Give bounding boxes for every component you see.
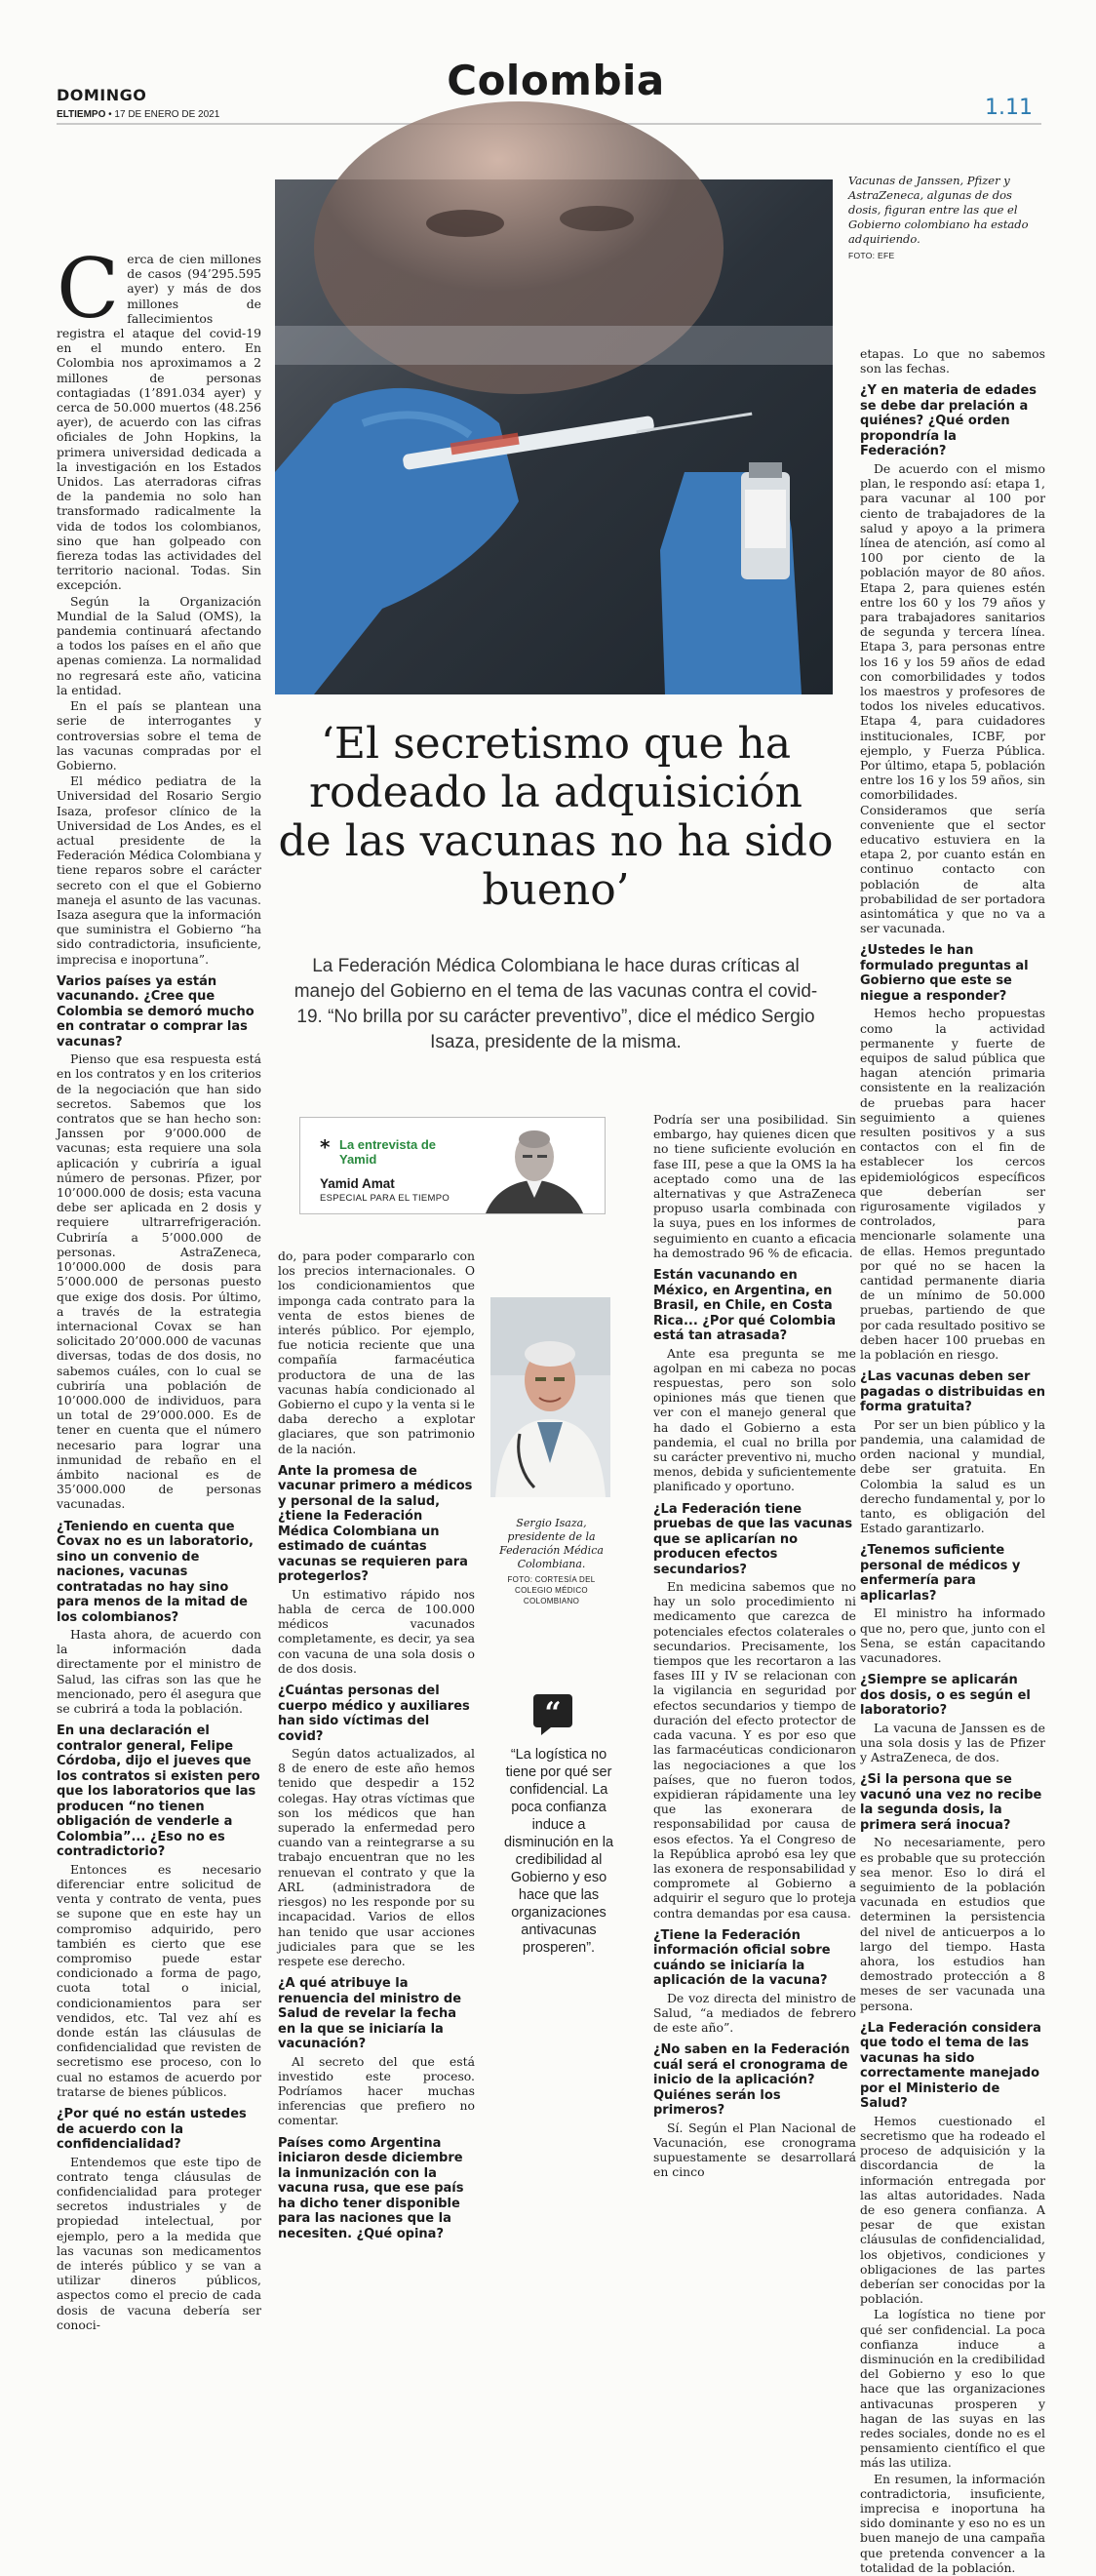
headline: ‘El secretismo que ha rodeado la adquisición de las vacunas no ha sido bueno’ xyxy=(278,719,834,915)
question: ¿No saben en la Federación cuál será el cronograma de inicio de la aplicación? Quiénes serán los primeros? xyxy=(653,2042,850,2119)
interviewer-box xyxy=(299,1117,606,1214)
question: ¿Ustedes le han formulado preguntas al Gobierno que este se niegue a responder? xyxy=(860,943,1029,1004)
interviewer-portrait xyxy=(466,1120,603,1213)
question: ¿A qué atribuye la renuencia del ministro de Salud de revelar la fecha en la que se iniciaría la vacunación? xyxy=(278,1976,462,2052)
question: ¿Teniendo en cuenta que Covax no es un laboratorio, sino un convenio de naciones, vacunas contratadas no hay sino para menos de la mitad de los colombianos? xyxy=(57,1519,254,1625)
article-column-1 xyxy=(57,241,261,2333)
answer: Por ser un bien público y la pandemia, una calamidad de orden nacional y mundial, debe ser gratuita. En Colombia la salud es un derecho fundamental y, por lo tanto, es obligación del Estado garantizarlo. xyxy=(860,1416,1045,1536)
quote-icon xyxy=(531,1692,574,1735)
answer: La logística no tiene por qué ser confidencial. La poca confianza induce a disminución en la credibilidad del Gobierno y eso lo que hace que las organizaciones antivacunas prosperen y hagan de las suyas en las redes sociales, donde no es el pensamiento científico el que más las utiliza. xyxy=(860,2307,1045,2471)
question: ¿Por qué no están ustedes de acuerdo con la confidencialidad? xyxy=(57,2107,247,2153)
question: ¿Tiene la Federación información oficial sobre cuándo se iniciaría la aplicación de la vacuna? xyxy=(653,1927,831,1989)
answer: Según datos actualizados, al 8 de enero de este año hemos tenido que despedir a 152 colegas. Hay otras víctimas que son los médicos que han superado la enfermedad pero cuando van a reintegrarse a su trabajo encuentran que no les renuevan el contrato y que la ARL (administradora de riesgos) no les responde por su incapacidad. Varios de ellos han tenido que usar acciones judiciales para que se les respete ese derecho. xyxy=(278,1746,475,1968)
question: Varios países ya están vacunando. ¿Cree que Colombia se demoró mucho en contratar o comprar las vacunas? xyxy=(57,973,254,1050)
question: ¿Las vacunas deben ser pagadas o distribuidas en forma gratuita? xyxy=(860,1369,1045,1415)
drop-cap: C xyxy=(57,241,120,337)
answer: De voz directa del ministro de Salud, “a mediados de febrero de este año”. xyxy=(653,1990,856,2036)
svg-text:“: “ xyxy=(544,1696,562,1730)
article-column-3 xyxy=(653,1112,856,2181)
question: ¿Si la persona que se vacunó una vez no recibe la segunda dosis, la primera será inocua? xyxy=(860,1772,1042,1833)
photo-caption-text: Vacunas de Janssen, Pfizer y AstraZeneca, algunas de dos dosis, figuran entre las que el Gobierno colombiano ha estado adquiriendo. xyxy=(848,174,1029,246)
answer: El ministro ha informado que no, pero que, junto con el Sena, se están capacitando vacunadores. xyxy=(860,1605,1045,1666)
answer: etapas. Lo que no sabemos son las fechas. xyxy=(860,346,1045,376)
paragraph: Según la Organización Mundial de la Salud (OMS), la pandemia continuará afectando a todos los países en el año que apenas comienza. La normalidad no regresará este año, vaticina la entidad. xyxy=(57,593,261,697)
question: Países como Argentina iniciaron desde diciembre la inmunización con la vacuna rusa, que ese país ha dicho tener disponible para las naciones que la necesiten. ¿Qué opina? xyxy=(278,2135,464,2241)
article-column-2 xyxy=(278,1248,475,2243)
answer: Al secreto del que está investido este proceso. Podríamos hacer muchas inferencias que prefiero no comentar. xyxy=(278,2053,475,2128)
question: Están vacunando en México, en Argentina, en Brasil, en Chile, en Costa Rica... ¿Por qué Colombia está tan atrasada? xyxy=(653,1268,837,1344)
isaza-portrait xyxy=(490,1297,610,1497)
answer: Entonces es necesario diferenciar entre solicitud de venta y contrato de venta, pues se supone que en este hay un compromiso adquirido, pero también es cierto que ese compromiso puede estar condicionado a forma de pago, cuota total o inicial, condicionamientos para ser vendidos, etc. Tal vez ahí es donde están las cláusulas de confidencialidad que revisten de secretismo ese proceso, con lo cual no estamos de acuerdo por tratarse de bienes públicos. xyxy=(57,1861,261,2099)
answer: Ante esa pregunta se me agolpan en mi cabeza no pocas respuestas, pero son solo opiniones más que tienen que ver con el manejo general que ha dado el Gobierno a esta pandemia, el cual no brilla por su carácter preventivo ni, mucho menos, debida y suficientemente planificado y oportuno. xyxy=(653,1345,856,1494)
deck: La Federación Médica Colombiana le hace duras críticas al manejo del Gobierno en el tema de las vacunas contra el covid-19. “No brilla por su carácter preventivo”, dice el médico Sergio Isaza, presidente de la misma. xyxy=(294,956,818,1052)
photo-caption xyxy=(848,174,1043,263)
answer: Pienso que esa respuesta está en los contratos y en los criterios de la negociación que han sido secretos. Sabemos que los contratos que se han hecho son: Janssen por 9’000.000 de vacunas; esta requiere una sola aplicación y cubriría a igual número de personas. Pfizer, por 10’000.000 de dosis; esta vacuna debe ser aplicada en 2 dosis y requiere ultrarrefrigeración. Cubriría a 5’000.000 de personas. AstraZeneca, 10’000.000 de dosis para 5’000.000 de personas puesto que exige dos dosis. Por último, a través de la estrategia internacional Covax se han solicitado 20’000.000 de vacunas diversas, todas de dos dosis, no sabemos cuáles, con lo cual se cubriría una población de 10’000.000 de individuos, para un total de 29’000.000. Es de tener en cuenta que el número necesario para lograr una inmunidad de rebaño en el ámbito nacional es de 35’000.000 de personas vacunadas. xyxy=(57,1051,261,1512)
answer: Hemos hecho propuestas como la actividad permanente y fuerte de equipos de salud pública que hagan atención primaria consistente en la realización de pruebas para hacer seguimiento a quienes resulten positivos y a sus contactos con el fin de establecer los cercos epidemiológicos específicos que deberían ser rigurosamente vigilados y controlados, para mencionarle solamente una de ellas. Hemos preguntado por qué no se hacen la cantidad permanente diaria de un mínimo de 50.000 pruebas, partiendo de que por cada resultado positivo se deben hacer 100 pruebas en la población en riesgo. xyxy=(860,1006,1045,1363)
answer: Hasta ahora, de acuerdo con la información dada directamente por el ministro de Salud, las cifras son las que he mencionado, pero él asegura que se cubrirá a toda la población. xyxy=(57,1627,261,1717)
question: ¿Cuántas personas del cuerpo médico y auxiliares han sido víctimas del covid? xyxy=(278,1684,470,1744)
vaccine-photo xyxy=(275,179,833,694)
photo-credit: FOTO: EFE xyxy=(848,251,895,260)
answer: En medicina sabemos que no hay un solo procedimiento ni medicamento que carezca de potenciales efectos colaterales o secundarios. Precisamente, los tiempos que les recortaron a las fases III y IV se relacionan con la vigilancia en seguridad por efectos secundarios y tiempo de duración del efecto protector de cada vacuna. Y es por eso que las farmacéuticas condicionaron las negociaciones a que los países, que no fueron todos, expidieran rápidamente una ley que las exonerara de responsabilidad por causa de esos efectos. Ya el Congreso de la República aprobó esa ley que las exonera de responsabilidad y compromete al Gobierno a adquirir el seguro que lo proteja contra demandas por esa causa. xyxy=(653,1579,856,1921)
question: ¿La Federación tiene pruebas de que las vacunas que se aplicarían no producen efectos secundarios? xyxy=(653,1501,853,1577)
answer: La vacuna de Janssen es de una sola dosis y las de Pfizer y AstraZeneca, de dos. xyxy=(860,1720,1045,1765)
page-number: 1.11 xyxy=(985,96,1033,120)
paragraph: En el país se plantean una serie de interrogantes y controversias sobre el tema de las vacunas compradas por el Gobierno. xyxy=(57,698,261,773)
dateline xyxy=(57,109,219,120)
asterisk-icon: * xyxy=(320,1135,331,1159)
faint-background-text xyxy=(283,1068,624,1097)
section-title: Colombia xyxy=(447,57,665,104)
isaza-caption-text: Sergio Isaza, presidente de la Federación Médica Colombiana. xyxy=(499,1517,604,1570)
paragraph: erca de cien millones de casos (94’295.595 ayer) y más de dos millones de fallecimientos registra el ataque del covid-19 en el mundo entero. En Colombia nos aproximamos a 2 millones de personas contagiadas (1’891.034 ayer) y cerca de 50.000 muertos (48.256 ayer), de acuerdo con las cifras oficiales de John Hopkins, la primera universidad dedicada a la investigación en los Estados Unidos. Las aterradoras cifras de la pandemia no solo han transformado radicalmente la vida de todos los colombianos, sino que han golpeado con fiereza todas las actividades del territorio nacional. Todas. Sin excepción. xyxy=(57,252,261,593)
interviewer-name: Yamid Amat xyxy=(320,1176,395,1191)
question: ¿Y en materia de edades se debe dar prelación a quiénes? ¿Qué orden propondría la Federación? xyxy=(860,383,1037,459)
isaza-photo-credit: FOTO: CORTESÍA DEL COLEGIO MÉDICO COLOMBIANO xyxy=(507,1575,596,1605)
question: Ante la promesa de vacunar primero a médicos y personal de la salud, ¿tiene la Federación Médica Colombiana un estimado de cuántas vacunas se requieren para protegerlos? xyxy=(278,1463,473,1585)
interviewer-role: ESPECIAL PARA EL TIEMPO xyxy=(320,1193,450,1204)
answer: En resumen, la información contradictoria, insuficiente, imprecisa e inoportuna ha sido dominante y eso no es un buen manejo de una campaña que pretenda convencer a la totalidad de la población. xyxy=(860,2471,1045,2575)
question: ¿Tenemos suficiente personal de médicos y enfermería para aplicarlas? xyxy=(860,1543,1021,1604)
question: ¿La Federación considera que todo el tema de las vacunas ha sido correctamente manejado por el Ministerio de Salud? xyxy=(860,2020,1041,2112)
answer: Entendemos que este tipo de contrato tenga cláusulas de confidencialidad para proteger secretos industriales y de propiedad intelectual, por ejemplo, pero a la medida que las vacunas son medicamentos de interés público y se van a utilizar dineros públicos, aspectos como el precio de cada dosis de vacuna debería ser conoci- xyxy=(57,2154,261,2332)
answer: De acuerdo con el mismo plan, le respondo así: etapa 1, para vacunar al 100 por ciento de trabajadores de la salud y apoyo a la primera línea de atención, así como al 100 por ciento de la población mayor de 80 años. Etapa 2, para quienes estén entre los 60 y los 79 años y para trabajadores sanitarios de segunda y tercera línea. Etapa 3, para personas entre los 16 y los 59 años de edad con comorbilidades y todos los maestros y profesores de todos los niveles educativos. Etapa 4, para cuidadores institucionales, ICBF, por ejemplo, y Fuerza Pública. Por último, etapa 5, población entre los 16 y los 59 años, sin comorbilidades. Consideramos que sería conveniente que el sector educativo estuviera en la etapa 2, por cuanto están en continuo contacto con población de alta probabilidad de ser portadora asintomática y que no va a ser vacunada. xyxy=(860,460,1045,936)
question: En una declaración el contralor general, Felipe Córdoba, dijo el jueves que los contratos si existen pero que los laboratorios que las producen “no tienen obligación de venderle a Colombia”... ¿Eso no es contradictorio? xyxy=(57,1724,260,1860)
question: ¿Siempre se aplicarán dos dosis, o es según el laboratorio? xyxy=(860,1673,1031,1719)
edition-day: DOMINGO xyxy=(57,86,147,104)
answer: Sí. Según el Plan Nacional de Vacunación, ese cronograma supuestamente se desarrollará en cinco xyxy=(653,2120,856,2180)
article-column-4 xyxy=(860,346,1045,2576)
pull-quote: “La logística no tiene por qué ser confidencial. La poca confianza induce a disminución en la credibilidad al Gobierno y eso hace que las organizaciones antivacunas prosperen”. xyxy=(503,1747,614,1956)
interview-series-label: La entrevista de Yamid xyxy=(339,1137,436,1167)
answer: Hemos cuestionado el secretismo que ha rodeado el proceso de adquisición y la discordancia de la información entregada por las altas autoridades. Nada de eso genera confianza. A pesar de que existan cláusulas de confidencialidad, los objetivos, condiciones y obligaciones de las partes deberían ser conocidas por la población. xyxy=(860,2113,1045,2307)
isaza-caption xyxy=(490,1517,612,1606)
answer: Un estimativo rápido nos habla de cerca de 100.000 médicos vacunados completamente, es decir, ya sea con vacuna de una sola dosis o de dos dosis. xyxy=(278,1586,475,1676)
edition-date: • 17 DE ENERO DE 2021 xyxy=(108,109,220,120)
answer: do, para poder compararlo con los precios internacionales. O los condicionamientos que imponga cada contrato para la venta de estos bienes de interés público. Por ejemplo, fue noticia reciente que una compañía farmacéutica productora de una de las vacunas había condicionado al Gobierno el cupo y la venta si le daba derecho a explotar glaciares, que son patrimonio de la nación. xyxy=(278,1248,475,1456)
answer: No necesariamente, pero es probable que su protección sea menor. Eso lo dirá el seguimiento de la población vacunada en estudios que determinen la persistencia del nivel de anticuerpos a lo largo del tiempo. Hasta ahora, los estudios han demostrado protección a 8 meses de ser vacunada una persona. xyxy=(860,1835,1045,2013)
answer: Podría ser una posibilidad. Sin embargo, hay quienes dicen que no tiene suficiente evolución en fase III, pese a que la OMS la ha aceptado como una de las alternativas y que AstraZeneca propuso usarla combinada con la suya, pues en los informes de seguimiento en cuanto a eficacia ha demostrado 96 % de eficacia. xyxy=(653,1112,856,1260)
paragraph: El médico pediatra de la Universidad del Rosario Sergio Isaza, profesor clínico de la Universidad de Los Andes, es el actual presidente de la Federación Médica Colombiana y tiene reparos sobre el carácter secreto con el que el Gobierno maneja el asunto de las vacunas. Isaza asegura que la información que suministra el Gobierno “ha sido contradictoria, insuficiente, imprecisa e inoportuna”. xyxy=(57,773,261,967)
paper-name: ELTIEMPO xyxy=(57,109,106,120)
